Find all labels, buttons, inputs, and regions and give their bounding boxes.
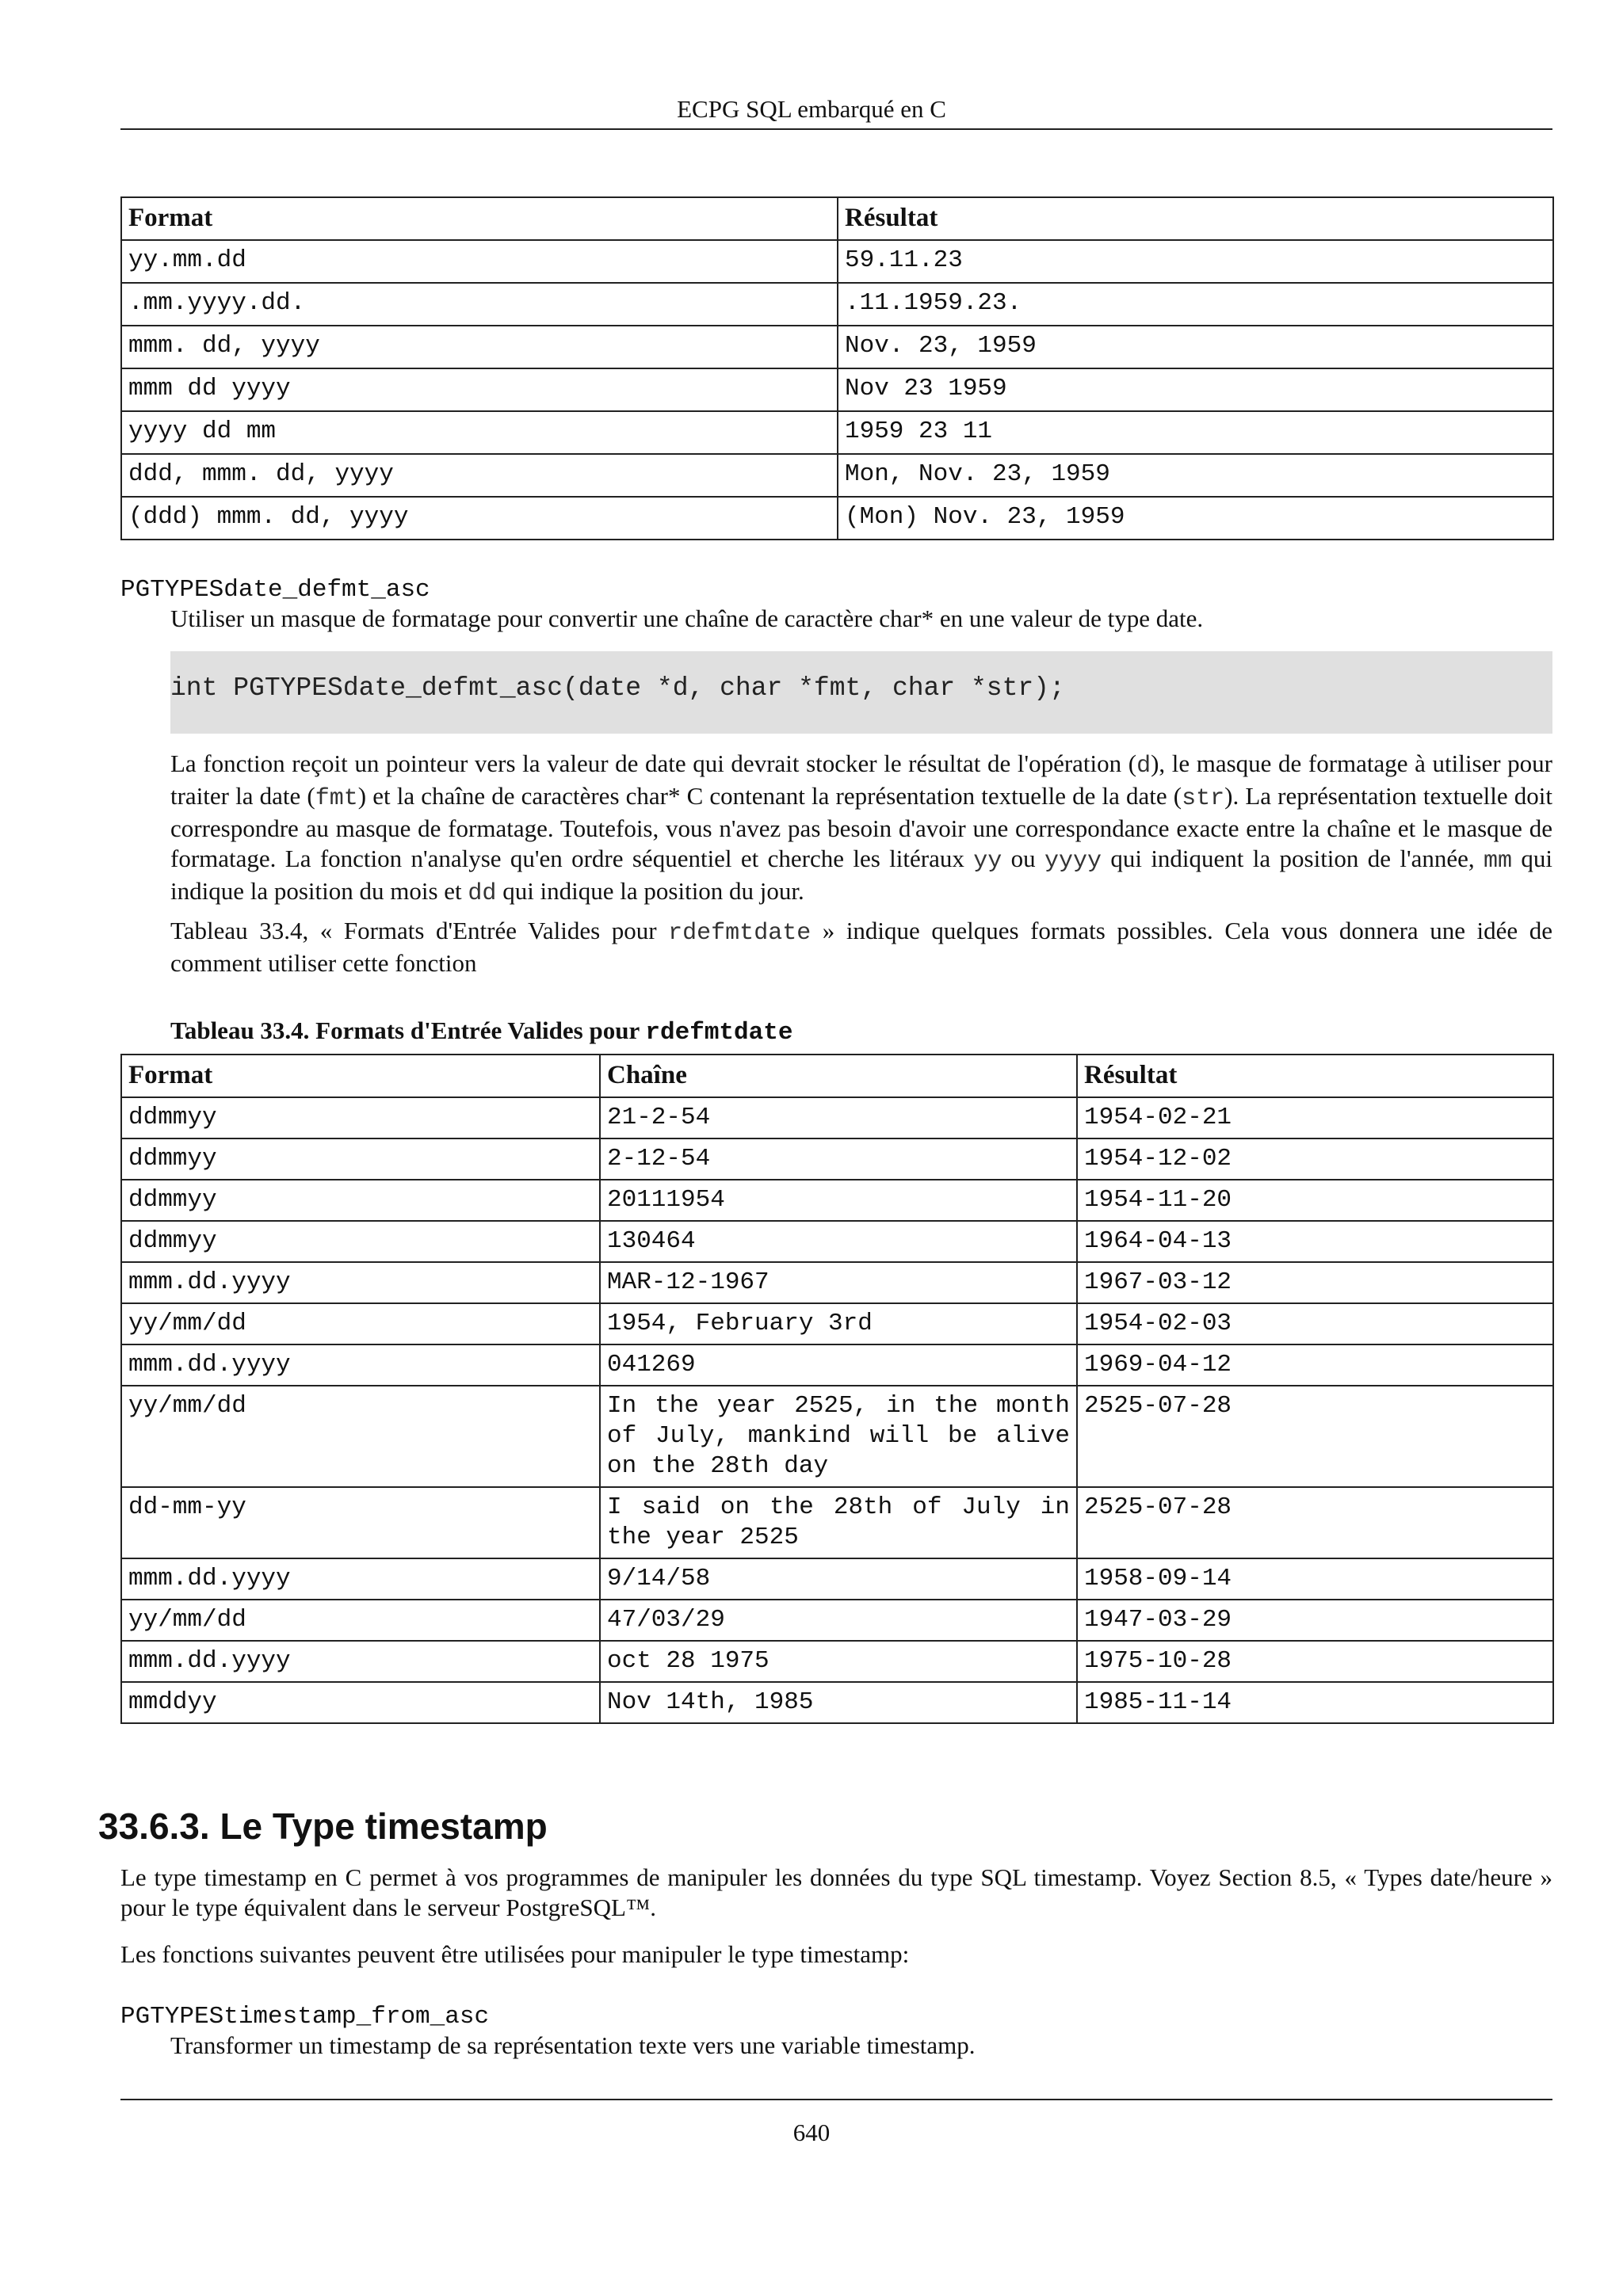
section-heading: 33.6.3. Le Type timestamp [98, 1806, 548, 1847]
table-row [121, 240, 1553, 283]
cell-result: Nov 23 1959 [838, 368, 1553, 411]
cell-string: 20111954 [600, 1180, 1077, 1221]
code-signature: int PGTYPESdate_defmt_asc(date *d, char *fmt, char *str); [170, 673, 1065, 703]
table-row [121, 1221, 1553, 1262]
cell-format: ddd, mmm. dd, yyyy [121, 454, 838, 497]
footer-rule [120, 2099, 1552, 2100]
table-row [121, 1097, 1553, 1138]
cell-result: 1958-09-14 [1077, 1558, 1553, 1600]
table-row [121, 1180, 1553, 1221]
cell-result: 1954-11-20 [1077, 1180, 1553, 1221]
col-header-format: Format [121, 1055, 600, 1097]
table-row [121, 1682, 1553, 1723]
cell-string: 041269 [600, 1344, 1077, 1386]
cell-result: 1964-04-13 [1077, 1221, 1553, 1262]
cell-result: 1969-04-12 [1077, 1344, 1553, 1386]
cell-string: 130464 [600, 1221, 1077, 1262]
table-row [121, 283, 1553, 326]
paragraph-timestamp-intro: Le type timestamp en C permet à vos programmes de manipuler les données du type SQL timestamp. Voyez Section 8.5, « Types date/heure » pour le type équivalent dans le serveur PostgreSQL™. [120, 1863, 1552, 1921]
cell-format: yy.mm.dd [121, 240, 838, 283]
col-header-result: Résultat [838, 197, 1553, 240]
table-row [121, 1262, 1553, 1303]
cell-string: 21-2-54 [600, 1097, 1077, 1138]
cell-result: Nov. 23, 1959 [838, 326, 1553, 368]
cell-result: 59.11.23 [838, 240, 1553, 283]
cell-format: ddmmyy [121, 1221, 600, 1262]
cell-result: 1959 23 11 [838, 411, 1553, 454]
cell-format: dd-mm-yy [121, 1487, 600, 1558]
cell-format: yy/mm/dd [121, 1386, 600, 1487]
code-block [170, 651, 1552, 734]
table-row [121, 1138, 1553, 1180]
cell-result: 2525-07-28 [1077, 1487, 1553, 1558]
cell-string: 2-12-54 [600, 1138, 1077, 1180]
table-row [121, 1487, 1553, 1558]
cell-result: 1954-02-03 [1077, 1303, 1553, 1344]
cell-result: 2525-07-28 [1077, 1386, 1553, 1487]
cell-string: oct 28 1975 [600, 1641, 1077, 1682]
cell-result: 1954-12-02 [1077, 1138, 1553, 1180]
col-header-format: Format [121, 197, 838, 240]
cell-format: yy/mm/dd [121, 1303, 600, 1344]
cell-format: mmm. dd, yyyy [121, 326, 838, 368]
cell-format: ddmmyy [121, 1097, 600, 1138]
table-row [121, 497, 1553, 540]
table-row [121, 1558, 1553, 1600]
cell-format: mmddyy [121, 1682, 600, 1723]
cell-format: mmm.dd.yyyy [121, 1641, 600, 1682]
cell-format: mmm.dd.yyyy [121, 1262, 600, 1303]
cell-result: 1975-10-28 [1077, 1641, 1553, 1682]
table-row [121, 411, 1553, 454]
table-row [121, 368, 1553, 411]
date-format-output-table [120, 196, 1554, 540]
cell-format: yy/mm/dd [121, 1600, 600, 1641]
cell-result: 1947-03-29 [1077, 1600, 1553, 1641]
cell-format: .mm.yyyy.dd. [121, 283, 838, 326]
function-term-defmt-asc: PGTYPESdate_defmt_asc [120, 576, 430, 604]
table-row [121, 326, 1553, 368]
paragraph-table-reference: Tableau 33.4, « Formats d'Entrée Valides pour rdefmtdate » indique quelques formats possibles. Cela vous donnera une idée de comment utiliser cette fonction [170, 917, 1552, 977]
cell-result: .11.1959.23. [838, 283, 1553, 326]
cell-format: mmm.dd.yyyy [121, 1558, 600, 1600]
page-number: 640 [792, 2119, 831, 2146]
cell-format: ddmmyy [121, 1180, 600, 1221]
cell-string: 1954, February 3rd [600, 1303, 1077, 1344]
cell-string: 47/03/29 [600, 1600, 1077, 1641]
table-caption: Tableau 33.4. Formats d'Entrée Valides pour rdefmtdate [170, 1016, 793, 1047]
table-row [121, 1600, 1553, 1641]
paragraph-defmt-details: La fonction reçoit un pointeur vers la valeur de date qui devrait stocker le résultat de l'opération (d), le masque de formatage à utiliser pour traiter la date (fmt) et la chaîne de caractères char* C contenant la représentation textuelle de la date (str). La représentation textuelle doit correspondre au masque de formatage. Toutefois, vous n'avez pas besoin d'avoir une correspondance exacte entre la chaîne et le masque de formatage. La fonction n'analyse qu'en ordre séquentiel et cherche les litéraux yy ou yyyy qui indiquent la position de l'année, mm qui indique la position du mois et dd qui indique la position du jour. [170, 749, 1553, 907]
cell-format: (ddd) mmm. dd, yyyy [121, 497, 838, 540]
table-row [121, 1344, 1553, 1386]
col-header-string: Chaîne [600, 1055, 1077, 1097]
function-description: Utiliser un masque de formatage pour convertir une chaîne de caractère char* en une valeur de type date. [170, 605, 1204, 632]
table-row [121, 454, 1553, 497]
cell-result: Mon, Nov. 23, 1959 [838, 454, 1553, 497]
cell-result: 1954-02-21 [1077, 1097, 1553, 1138]
cell-format: mmm dd yyyy [121, 368, 838, 411]
cell-string: MAR-12-1967 [600, 1262, 1077, 1303]
cell-format: yyyy dd mm [121, 411, 838, 454]
function-term-timestamp-from-asc: PGTYPEStimestamp_from_asc [120, 2003, 490, 2031]
cell-string: Nov 14th, 1985 [600, 1682, 1077, 1723]
cell-string: In the year 2525, in the month of July, mankind will be alive on the 28th day [600, 1386, 1077, 1487]
table-row [121, 1303, 1553, 1344]
cell-format: mmm.dd.yyyy [121, 1344, 600, 1386]
paragraph-functions-list: Les fonctions suivantes peuvent être utilisées pour manipuler le type timestamp: [120, 1940, 910, 1968]
cell-string: I said on the 28th of July in the year 2525 [600, 1487, 1077, 1558]
valid-input-formats-table [120, 1054, 1554, 1724]
table-row [121, 1386, 1553, 1487]
header-rule [120, 128, 1552, 130]
cell-format: ddmmyy [121, 1138, 600, 1180]
function-description: Transformer un timestamp de sa représentation texte vers une variable timestamp. [170, 2031, 976, 2059]
cell-result: 1967-03-12 [1077, 1262, 1553, 1303]
running-header: ECPG SQL embarqué en C [677, 95, 946, 123]
cell-result: (Mon) Nov. 23, 1959 [838, 497, 1553, 540]
cell-string: 9/14/58 [600, 1558, 1077, 1600]
table-row [121, 1641, 1553, 1682]
cell-result: 1985-11-14 [1077, 1682, 1553, 1723]
col-header-result: Résultat [1077, 1055, 1553, 1097]
